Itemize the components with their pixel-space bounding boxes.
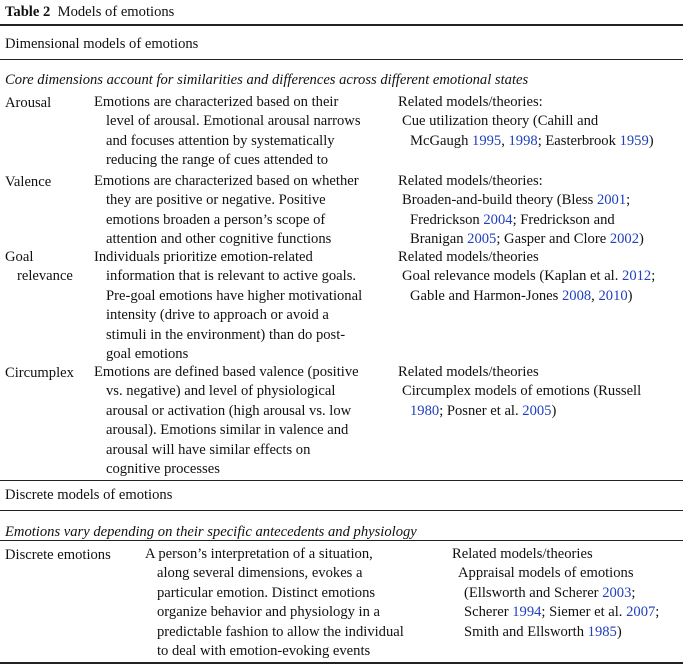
section-rule <box>0 510 683 511</box>
row-related-circumplex: Related models/theories Circumplex models of emotions (Russell 1980; Posner et al. 2005) <box>398 364 642 419</box>
row-related-valence: Related models/theories: Broaden-and-build theory (Bless 2001; Fredrickson 2004; Fredrickson and Branigan 2005; Gasper and Clore 2002) <box>398 173 644 248</box>
row-name-discrete-emotions: Discrete emotions <box>5 547 111 563</box>
section-heading-dimensional: Dimensional models of emotions <box>5 36 199 52</box>
table-title: Models of emotions <box>57 4 175 20</box>
citation-year-link[interactable]: 1995 <box>472 132 502 149</box>
section-subheading-dimensional: Core dimensions account for similarities and differences across different emotional states <box>5 72 529 88</box>
citation-year-link[interactable]: 2010 <box>598 287 628 304</box>
citation-year-link[interactable]: 1980 <box>410 402 440 419</box>
section-heading-discrete: Discrete models of emotions <box>5 487 173 503</box>
row-description-goal-relevance: Individuals prioritize emotion-related information that is relevant to active goals. Pre-goal emotions have higher motivational intensity (drive to approach or avoid a stimuli in the environment) than do post- goal emotions <box>94 249 363 363</box>
citation-year-link[interactable]: 2012 <box>622 268 652 285</box>
citation-year-link[interactable]: 2005 <box>522 402 552 419</box>
row-description-circumplex: Emotions are defined based valence (positive vs. negative) and level of physiological arousal or activation (high arousal vs. low arousal). Emotions similar in valence and arousal will have similar effects on cognitive processes <box>94 364 359 478</box>
table-label: Table 2 <box>5 4 51 20</box>
row-name-arousal: Arousal <box>5 95 52 111</box>
table-caption <box>5 2 174 22</box>
row-related-arousal: Related models/theories: Cue utilization theory (Cahill and McGaugh 1995, 1998; Easterbrook 1959) <box>398 94 654 149</box>
citation-year-link[interactable]: 2001 <box>596 192 627 209</box>
row-related-goal-relevance: Related models/theories Goal relevance models (Kaplan et al. 2012; Gable and Harmon-Jones 2008, 2010) <box>398 249 656 304</box>
section-subheading-discrete: Emotions vary depending on their specific antecedents and physiology <box>5 524 417 540</box>
row-name-valence: Valence <box>5 174 52 190</box>
section-rule <box>0 540 683 541</box>
top-rule <box>0 24 683 26</box>
citation-year-link[interactable]: 2004 <box>483 211 513 228</box>
row-description-arousal: Emotions are characterized based on their level of arousal. Emotional arousal narrows and focuses attention by systematically reducing the range of cues attended to <box>94 94 361 169</box>
citation-year-link[interactable]: 2002 <box>609 231 640 248</box>
row-name-goal-relevance: Goal relevance <box>5 249 73 285</box>
citation-year-link[interactable]: 1959 <box>619 132 649 149</box>
citation-year-link[interactable]: 2005 <box>467 231 497 248</box>
section-rule <box>0 59 683 60</box>
section-rule <box>0 480 683 481</box>
row-description-discrete-emotions: A person’s interpretation of a situation, along several dimensions, evokes a particular emotion. Distinct emotions organize behavior and physiology in a predictable fashion to allow the individual to deal with emotion-evoking events <box>145 546 404 660</box>
row-description-valence: Emotions are characterized based on whether they are positive or negative. Positive emotions broaden a person’s scope of attention and other cognitive functions <box>94 173 359 248</box>
citation-year-link[interactable]: 1985 <box>587 623 617 640</box>
citation-year-link[interactable]: 1994 <box>512 604 542 621</box>
citation-year-link[interactable]: 1998 <box>508 132 538 149</box>
bottom-rule <box>0 662 683 664</box>
row-name-circumplex: Circumplex <box>5 365 74 381</box>
citation-year-link[interactable]: 2008 <box>561 287 592 304</box>
citation-year-link[interactable]: 2007 <box>626 604 656 621</box>
citation-year-link[interactable]: 2003 <box>602 584 632 601</box>
row-related-discrete-emotions: Related models/theories Appraisal models of emotions (Ellsworth and Scherer 2003; Scherer 1994; Siemer et al. 2007; Smith and Ellsworth 1985) <box>452 546 660 640</box>
